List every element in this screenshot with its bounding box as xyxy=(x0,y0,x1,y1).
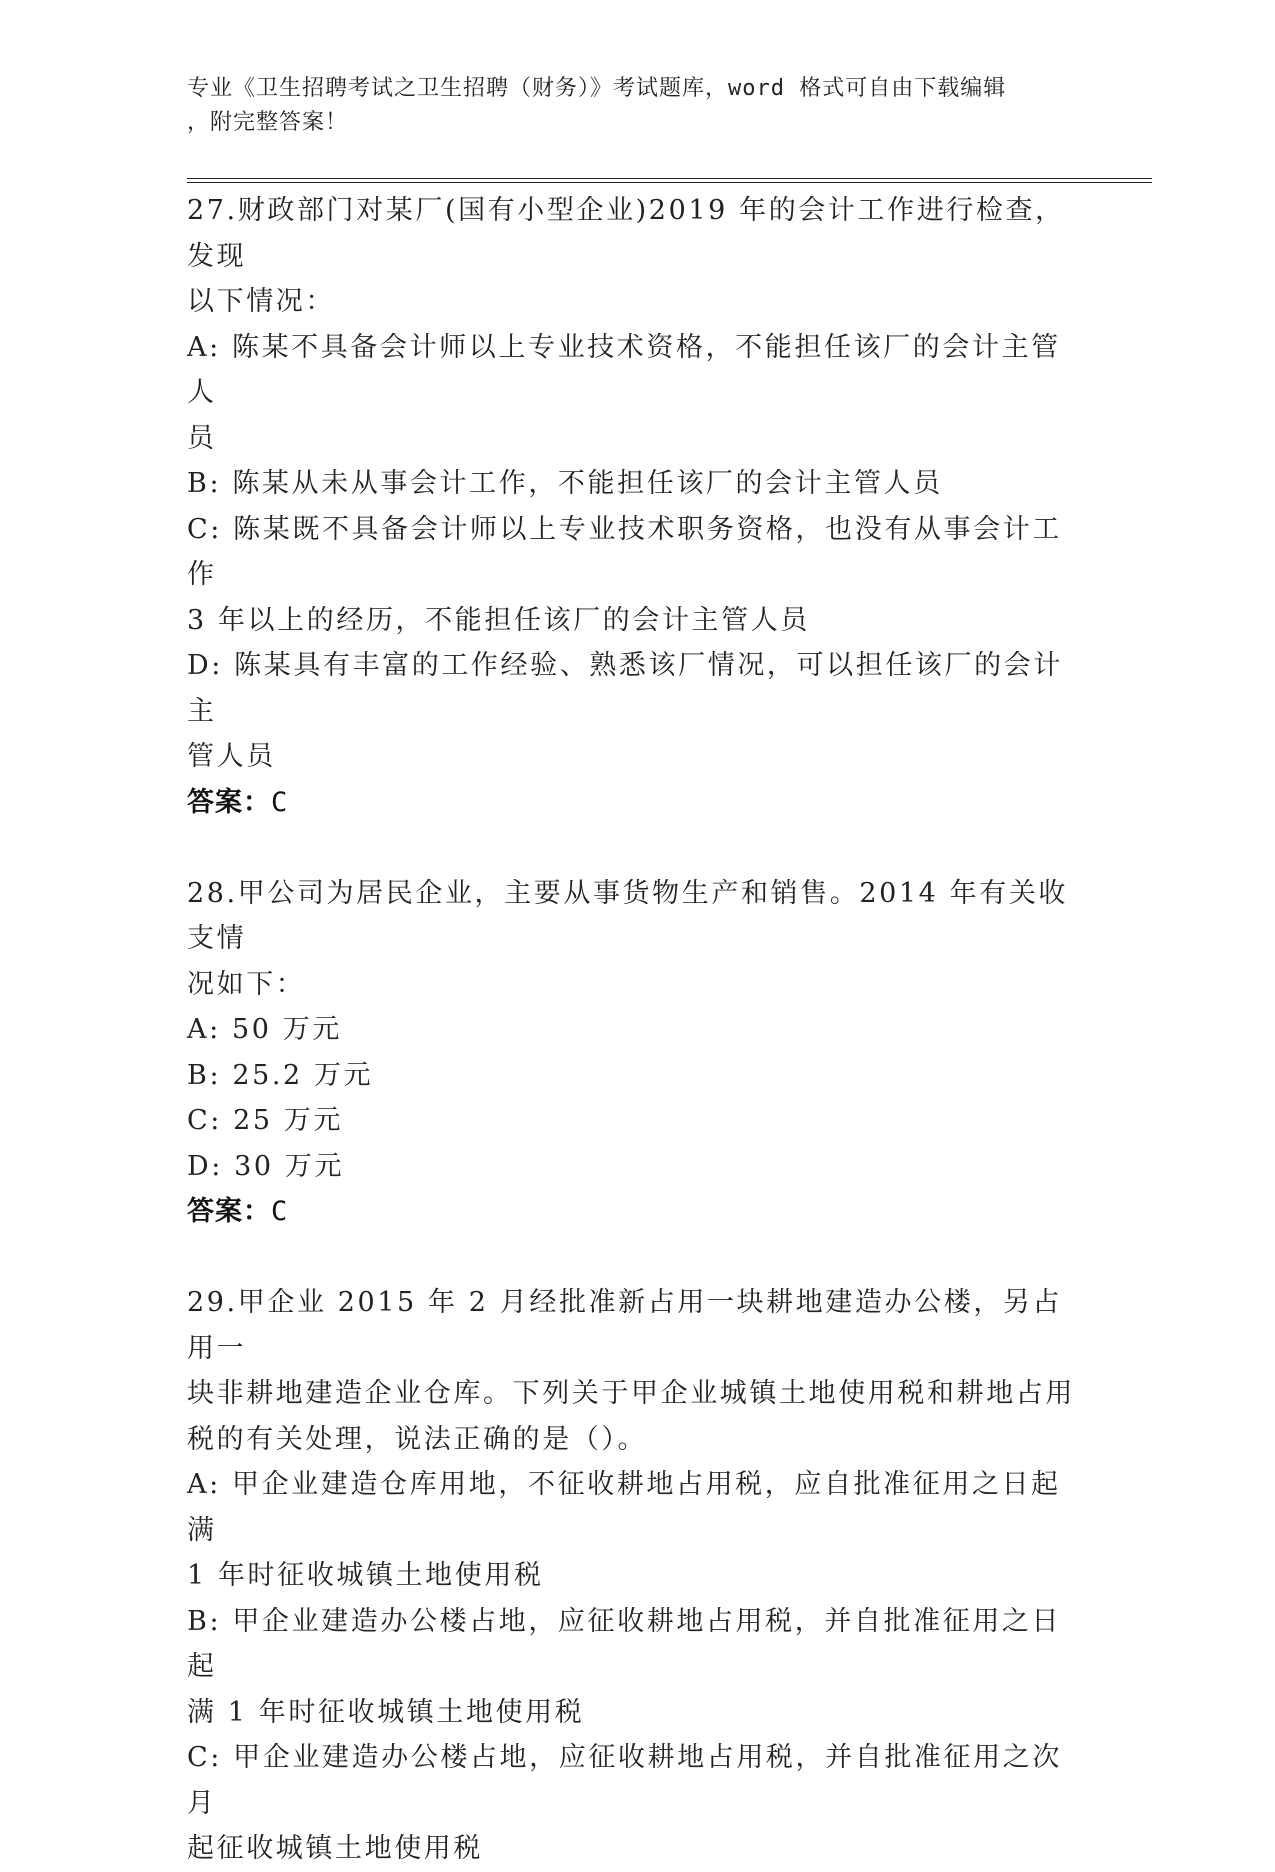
option-line: 起征收城镇土地使用税 xyxy=(187,1833,483,1864)
option-b xyxy=(187,461,1087,507)
header-divider-top xyxy=(187,178,1152,179)
option-line: A: 陈某不具备会计师以上专业技术资格，不能担任该厂的会计主管人 xyxy=(187,331,1061,408)
option-line: B: 25.2 万元 xyxy=(187,1059,374,1091)
option-line: D: 30 万元 xyxy=(187,1150,345,1182)
answer-line xyxy=(187,780,1087,826)
option-line: 1 年时征收城镇土地使用税 xyxy=(187,1560,544,1591)
option-b xyxy=(187,1599,1087,1736)
question-stem-line: 块非耕地建造企业仓库。下列关于甲企业城镇土地使用税和耕地占用 xyxy=(187,1378,1075,1409)
option-a xyxy=(187,1462,1087,1599)
answer-label: 答案： xyxy=(187,786,271,818)
option-line: 满 1 年时征收城镇土地使用税 xyxy=(187,1696,585,1728)
option-line: A: 50 万元 xyxy=(187,1014,342,1045)
question-29 xyxy=(187,1280,1087,1872)
option-c xyxy=(187,1735,1087,1872)
option-line: B: 甲企业建造办公楼占地，应征收耕地占用税，并自批准征用之日起 xyxy=(187,1605,1062,1682)
answer-label: 答案： xyxy=(187,1196,271,1227)
answer-value: C xyxy=(271,786,289,818)
option-line: 员 xyxy=(187,422,217,454)
option-line: C: 甲企业建造办公楼占地，应征收耕地占用税，并自批准征用之次月 xyxy=(187,1742,1062,1819)
question-stem-line: 税的有关处理，说法正确的是（）。 xyxy=(187,1423,648,1455)
option-d xyxy=(187,643,1087,780)
question-stem-line: 27.财政部门对某厂(国有小型企业)2019 年的会计工作进行检查，发现 xyxy=(187,195,1065,272)
question-stem-line: 况如下： xyxy=(187,968,306,1000)
question-stem-line: 以下情况： xyxy=(187,286,335,317)
option-b xyxy=(187,1053,1087,1099)
question-27 xyxy=(187,188,1087,825)
option-d xyxy=(187,1144,1087,1190)
option-c xyxy=(187,507,1087,644)
option-line: A: 甲企业建造仓库用地，不征收耕地占用税，应自批准征用之日起满 xyxy=(187,1469,1061,1546)
spacer xyxy=(187,825,1087,871)
option-line: C: 陈某既不具备会计师以上专业技术职务资格，也没有从事会计工作 xyxy=(187,513,1062,590)
spacer xyxy=(187,1235,1087,1281)
option-line: C: 25 万元 xyxy=(187,1105,344,1136)
option-a xyxy=(187,325,1087,462)
option-c xyxy=(187,1098,1087,1144)
option-line: 管人员 xyxy=(187,741,276,772)
question-28 xyxy=(187,871,1087,1235)
header-note xyxy=(187,72,1087,140)
option-line: D: 陈某具有丰富的工作经验、熟悉该厂情况，可以担任该厂的会计主 xyxy=(187,650,1063,727)
question-stem-line: 28.甲公司为居民企业，主要从事货物生产和销售。2014 年有关收支情 xyxy=(187,877,1069,954)
option-line: 3 年以上的经历，不能担任该厂的会计主管人员 xyxy=(187,604,810,636)
question-list xyxy=(187,188,1087,1872)
header-line-2: ，附完整答案！ xyxy=(187,110,349,135)
option-a xyxy=(187,1007,1087,1053)
header-line-1: 专业《卫生招聘考试之卫生招聘（财务）》考试题库，word 格式可自由下载编辑 xyxy=(187,76,1007,101)
header-divider-bottom xyxy=(187,182,1152,183)
question-stem-line: 29.甲企业 2015 年 2 月经批准新占用一块耕地建造办公楼，另占用一 xyxy=(187,1287,1063,1364)
answer-line xyxy=(187,1189,1087,1235)
answer-value: C xyxy=(271,1196,289,1227)
option-line: B: 陈某从未从事会计工作，不能担任该厂的会计主管人员 xyxy=(187,468,943,499)
